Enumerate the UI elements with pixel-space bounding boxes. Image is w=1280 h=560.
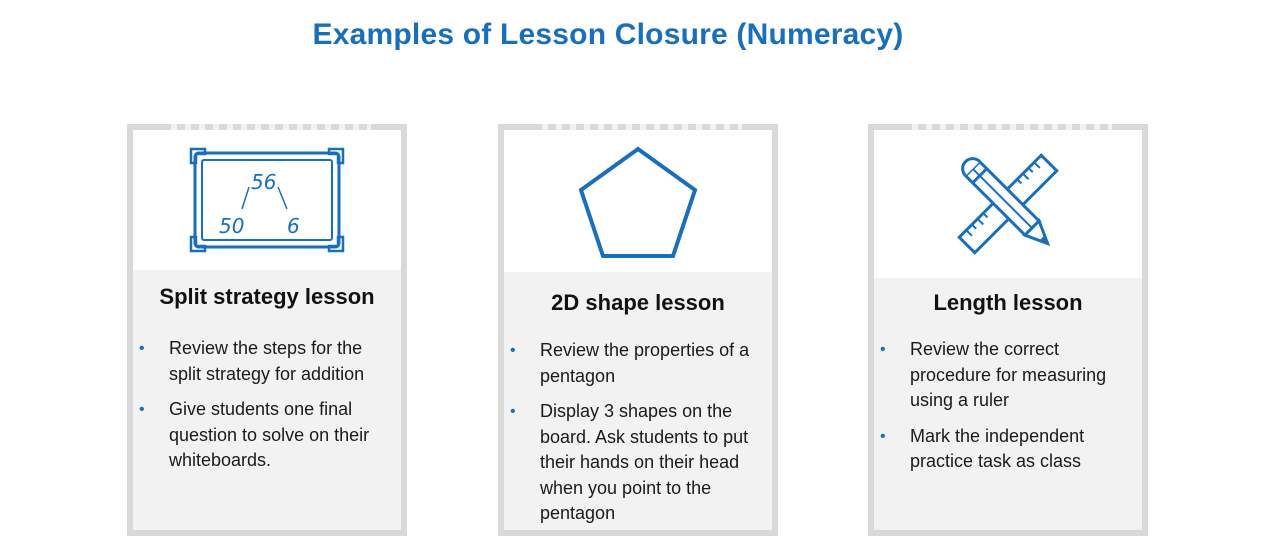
bullet-list: [133, 336, 401, 484]
card-length: [868, 124, 1148, 536]
bullet-item: • Mark the independent practice task as class: [874, 424, 1142, 475]
bullet-item: • Review the steps for the split strategy for addition: [133, 336, 401, 387]
card-2d-shape: [498, 124, 778, 536]
bullet-item: • Display 3 shapes on the board. Ask students to put their hands on their head when you point to the pentagon: [504, 399, 772, 527]
pentagon-icon-area: [504, 130, 772, 272]
bullet-item: • Review the properties of a pentagon: [504, 338, 772, 389]
card-split-strategy: [127, 124, 407, 536]
whiteboard-number-left: 50: [219, 214, 245, 238]
pentagon-icon: [573, 141, 703, 261]
bullet-item: • Give students one final question to solve on their whiteboards.: [133, 397, 401, 474]
whiteboard-number-right: 6: [287, 214, 300, 238]
page-title: Examples of Lesson Closure (Numeracy): [312, 18, 904, 51]
bullet-list: [874, 337, 1142, 485]
bullet-item: • Review the correct procedure for measuring using a ruler: [874, 337, 1142, 414]
card-heading: Length lesson: [933, 290, 1083, 315]
whiteboard-icon-area: [133, 130, 401, 270]
card-heading: Split strategy lesson: [159, 284, 375, 309]
whiteboard-icon: [187, 145, 347, 255]
whiteboard-number-top: 56: [251, 170, 277, 194]
bullet-list: [504, 338, 772, 537]
ruler-pencil-icon: [948, 144, 1068, 264]
ruler-pencil-icon-area: [874, 130, 1142, 278]
card-heading: 2D shape lesson: [551, 290, 725, 315]
